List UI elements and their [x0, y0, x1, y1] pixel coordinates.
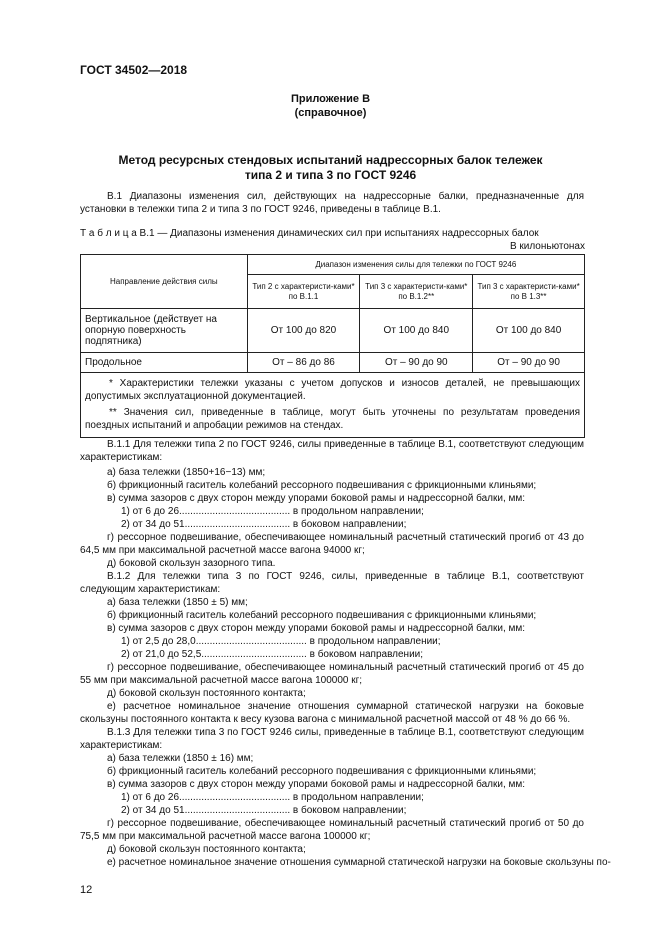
header-direction: Направление действия силы	[81, 255, 248, 309]
list-item: в) сумма зазоров с двух сторон между упорами боковой рамы и надрессорной балки, мм:	[107, 623, 526, 634]
list-item-b11-d: г) рессорное подвешивание, обеспечивающее номинальный расчетный статический прогиб от 43 до 64,5 мм при максимальной расчетной массе вагона 94000 кг;	[80, 532, 584, 556]
table-notes	[81, 373, 585, 438]
list-b11	[80, 466, 584, 531]
list-b12	[80, 596, 584, 661]
header-type2: Тип 2 с характеристи-ками* по В.1.1	[247, 275, 360, 309]
list-b11-end	[80, 557, 584, 570]
list-item: 2) от 34 до 51...................................... в боковом направлении;	[121, 805, 407, 816]
list-item: 1) от 2,5 до 28,0........................................ в продольном направлении;	[121, 636, 441, 647]
list-item: в) сумма зазоров с двух сторон между упорами боковой рамы и надрессорной балки, мм:	[107, 493, 526, 504]
table-units: В килоньютонах	[509, 241, 585, 252]
paragraph-b12-intro: В.1.2 Для тележки типа 3 по ГОСТ 9246, силы, приведенные в таблице В.1, соответствуют следующим характеристикам:	[80, 571, 584, 595]
row-value: От 100 до 840	[360, 309, 473, 353]
paragraph-b1: В.1 Диапазоны изменения сил, действующих на надрессорные балки, предназначенные для установки в тележки типа 2 и типа 3 по ГОСТ 9246, приведены в таблице В.1.	[80, 191, 584, 215]
list-item: в) сумма зазоров с двух сторон между упорами боковой рамы и надрессорной балки, мм:	[107, 779, 526, 790]
section-title	[0, 153, 661, 183]
header-type3-b12: Тип 3 с характеристи-ками* по В.1.2**	[360, 275, 473, 309]
document-id: ГОСТ 34502—2018	[80, 63, 188, 77]
list-item: б) фрикционный гаситель колебаний рессорного подвешивания с фрикционными клиньями;	[107, 766, 537, 777]
list-item-b13-d: г) рессорное подвешивание, обеспечивающее номинальный расчетный статический прогиб от 50 до 75,5 мм при максимальной расчетной массе вагона 100000 кг;	[80, 818, 584, 842]
list-item: 2) от 21,0 до 52,5...................................... в боковом направлении;	[121, 649, 424, 660]
list-b13	[80, 752, 584, 817]
paragraph-b13-intro: В.1.3 Для тележки типа 3 по ГОСТ 9246 силы, приведенные в таблице В.1, соответствуют следующим характеристикам:	[80, 727, 584, 751]
forces-table	[80, 254, 585, 438]
list-item: а) база тележки (1850 ± 5) мм;	[107, 597, 248, 608]
row-value: От – 90 до 90	[360, 353, 473, 373]
page-number: 12	[80, 884, 93, 896]
list-item: д) боковой скользун постоянного контакта;	[107, 844, 306, 855]
table-row	[81, 353, 585, 373]
row-value: От – 86 до 86	[247, 353, 360, 373]
appendix-subtitle: (справочное)	[294, 107, 367, 119]
list-item: д) боковой скользун зазорного типа.	[107, 558, 276, 569]
header-range: Диапазон изменения силы для тележки по ГОСТ 9246	[247, 255, 584, 275]
header-type3-b13: Тип 3 с характеристи-ками* по В 1.3**	[473, 275, 585, 309]
list-item: 2) от 34 до 51...................................... в боковом направлении;	[121, 519, 407, 530]
table-row	[81, 309, 585, 353]
table-note-2: ** Значения сил, приведенные в таблице, могут быть уточнены по результатам проведения поездных испытаний и апробации режимов на стендах.	[85, 407, 580, 431]
list-item: а) база тележки (1850 ± 16) мм;	[107, 753, 254, 764]
list-item: 1) от 6 до 26........................................ в продольном направлении;	[121, 506, 424, 517]
list-b12-end	[80, 687, 584, 700]
list-item: 1) от 6 до 26........................................ в продольном направлении;	[121, 792, 424, 803]
row-direction: Продольное	[81, 353, 248, 373]
list-item: б) фрикционный гаситель колебаний рессорного подвешивания с фрикционными клиньями;	[107, 480, 537, 491]
paragraph-b11-intro: В.1.1 Для тележки типа 2 по ГОСТ 9246, силы приведенные в таблице В.1, соответствуют следующим характеристикам:	[80, 439, 584, 463]
section-title-line-2: типа 2 и типа 3 по ГОСТ 9246	[244, 168, 417, 182]
list-item: а) база тележки (1850+16−13) мм;	[107, 467, 266, 478]
row-value: От – 90 до 90	[473, 353, 585, 373]
section-title-line-1: Метод ресурсных стендовых испытаний надрессорных балок тележек	[118, 153, 543, 167]
row-value: От 100 до 840	[473, 309, 585, 353]
list-b13-end	[80, 843, 611, 869]
list-item: д) боковой скользун постоянного контакта;	[107, 688, 306, 699]
row-direction: Вертикальное (действует на опорную поверхность подпятника)	[81, 309, 248, 353]
list-item: е) расчетное номинальное значение отношения суммарной статической нагрузки на боковые скользуны по-	[107, 857, 611, 868]
list-item-b12-d: г) рессорное подвешивание, обеспечивающее номинальный расчетный статический прогиб от 45 до 55 мм при максимальной расчетной массе вагона 100000 кг;	[80, 662, 584, 686]
table-caption: Т а б л и ц а В.1 — Диапазоны изменения динамических сил при испытаниях надрессорных балок	[80, 228, 539, 239]
list-item: б) фрикционный гаситель колебаний рессорного подвешивания с фрикционными клиньями;	[107, 610, 537, 621]
list-item-b12-f: е) расчетное номинальное значение отношения суммарной статической нагрузки на боковые скользуны постоянного контакта к весу кузова вагона с минимальной расчетной массой от 48 % до 66 %.	[80, 701, 584, 725]
row-value: От 100 до 820	[247, 309, 360, 353]
table-note-1: * Характеристики тележки указаны с учетом допусков и износов деталей, не превышающих допустимых эксплуатационной документацией.	[85, 378, 580, 402]
appendix-title: Приложение В	[290, 93, 371, 105]
